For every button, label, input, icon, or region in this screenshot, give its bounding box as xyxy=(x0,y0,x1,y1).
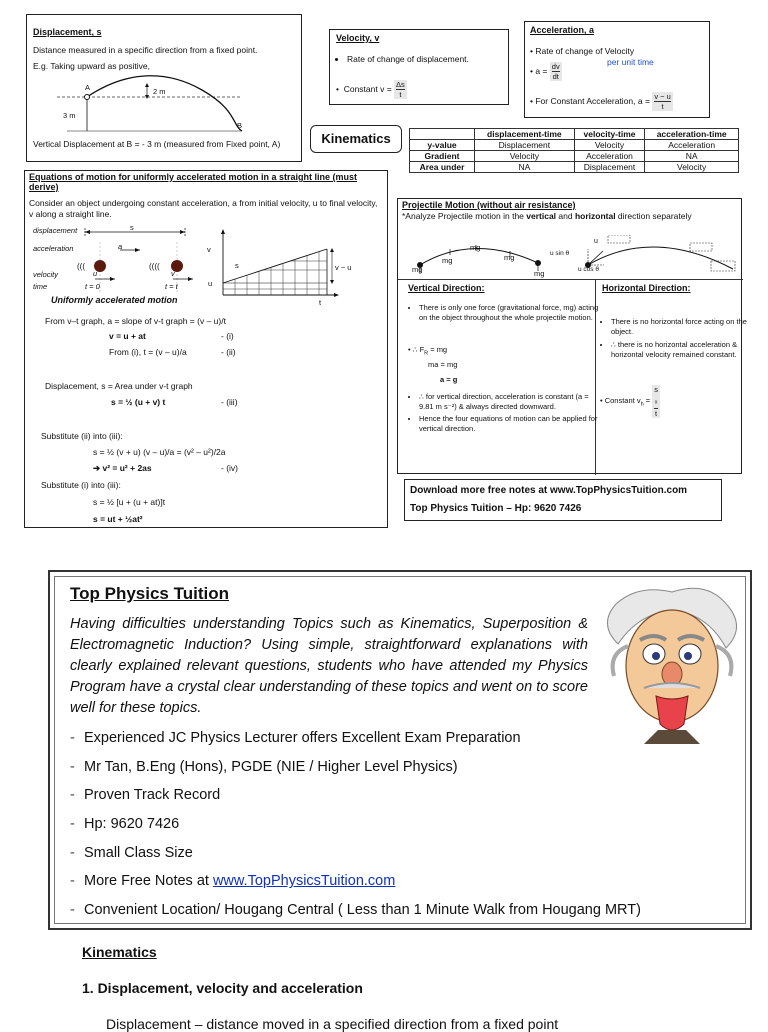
svg-text:((((: (((( xyxy=(149,262,160,271)
equation-1-number: - (i) xyxy=(221,331,234,341)
height-label: 2 m xyxy=(153,87,166,96)
acceleration-bullet-1: • Rate of change of Velocity xyxy=(530,46,635,56)
table-row: Area under NA Displacement Velocity xyxy=(410,162,739,173)
projectile-title: Projectile Motion (without air resistance) xyxy=(402,200,576,210)
ad-item-4: - Hp: 9620 7426 xyxy=(70,816,180,833)
mg-label-4: mg xyxy=(504,253,515,262)
displacement-definition: Distance measured in a specific direction from a fixed point. xyxy=(33,45,258,55)
label-tt: t = t xyxy=(165,282,178,291)
label-u: u xyxy=(93,269,98,278)
acceleration-title: Acceleration, a xyxy=(530,25,595,35)
mg-label-1: mg xyxy=(412,265,423,274)
kinematics-label: Kinematics xyxy=(310,125,402,153)
projectile-subtitle: *Analyze Projectile motion in the vertical and horizontal direction separately xyxy=(402,211,692,221)
ad-item-notes: - More Free Notes at www.TopPhysicsTuition.com xyxy=(70,873,396,890)
horizontal-list xyxy=(600,317,751,362)
table-row: y-value Displacement Velocity Acceleration xyxy=(410,140,739,151)
displacement-title: Displacement, s xyxy=(33,27,102,37)
graph-s-label: s xyxy=(235,261,239,270)
ad-features-list xyxy=(70,724,730,925)
ad-item-5: - Small Class Size xyxy=(70,844,193,861)
derivation-line-4: Substitute (ii) into (iii): xyxy=(41,431,123,441)
projectile-box xyxy=(397,198,747,474)
graph-u-label: u xyxy=(208,279,213,288)
velocity-constant-label: Constant v = xyxy=(343,83,392,94)
derivation-line-1: From v–t graph, a = slope of v-t graph = (v – u)/t xyxy=(45,316,226,326)
label-s: s xyxy=(130,223,134,232)
usin-label: u sin θ xyxy=(550,250,570,257)
vertical-bullet-2: • ∴ $F_R$ = mg xyxy=(408,345,448,357)
velocity-bullet-2: • Constant v = $\frac{\Delta s}{t}$ xyxy=(336,80,405,99)
equation-3-number: - (iii) xyxy=(221,397,238,407)
label-velocity: velocity xyxy=(33,270,59,279)
download-line-2: Top Physics Tuition – Hp: 9620 7426 xyxy=(410,503,582,514)
point-a-label: A xyxy=(85,83,91,92)
derivation-line-5: s = ½ (v + u) (v – u)/a = (v² – u²)/2a xyxy=(93,447,226,457)
label-acceleration: acceleration xyxy=(33,244,74,253)
velocity-fraction: $\frac{\Delta s}{t}$ xyxy=(396,80,405,99)
displacement-diagram xyxy=(27,75,303,137)
mg-label-5: mg xyxy=(534,269,545,278)
page-heading: Kinematics xyxy=(82,944,157,960)
section-heading: 1. Displacement, velocity and acceleration xyxy=(82,980,363,996)
vertical-a-equals-g: a = g xyxy=(440,375,458,384)
equation-1: v = u + at xyxy=(109,331,146,341)
vertical-bullet-3: • ∴ for vertical direction, acceleration is constant (a = 9.81 m s⁻²) & always directed downward. xyxy=(419,392,603,411)
per-unit-time-note: per unit time xyxy=(607,57,654,67)
horizontal-section xyxy=(596,279,743,475)
derivation-line-6: Substitute (i) into (iii): xyxy=(41,480,121,490)
acceleration-fraction-2: $\frac{v - u}{t}$ xyxy=(654,92,671,111)
displacement-note: Vertical Displacement at B = - 3 m (measured from Fixed point, A) xyxy=(33,139,281,149)
horizontal-fraction: s $_x$ t xyxy=(654,385,658,418)
download-box xyxy=(404,479,722,521)
vertical-list-2 xyxy=(408,392,603,436)
acceleration-bullet-2: • a = $\frac{dv}{dt}$ xyxy=(530,62,560,81)
acceleration-fraction-1: $\frac{dv}{dt}$ xyxy=(551,62,560,81)
derivation-line-2: From (i), t = (v – u)/a xyxy=(109,347,187,357)
horizontal-bullet-2: • ∴ there is no horizontal acceleration & horizontal velocity remained constant. xyxy=(611,340,751,359)
velocity-box xyxy=(329,29,509,105)
acceleration-bullet-3: • For Constant Acceleration, a = $\frac{v - u}{t}$ xyxy=(530,92,671,111)
vertical-bullet-4: • Hence the four equations of motion can be applied for vertical direction. xyxy=(419,414,603,433)
label-v: v xyxy=(171,269,175,278)
label-t0: t = 0 xyxy=(85,282,100,291)
ad-title: Top Physics Tuition xyxy=(70,584,229,603)
ucos-label: u cos θ xyxy=(578,266,599,273)
displacement-box xyxy=(26,14,302,162)
ad-item-3: - Proven Track Record xyxy=(70,787,221,804)
vertical-ma: ma = mg xyxy=(428,360,458,369)
horizontal-bullet-1: • There is no horizontal force acting on the object. xyxy=(611,317,751,336)
equation-3: s = ½ (u + v) t xyxy=(111,397,166,407)
velocity-list xyxy=(336,54,517,68)
vertical-title: Vertical Direction: xyxy=(408,283,485,293)
derivation-line-7: s = ½ [u + (u + at)]t xyxy=(93,497,166,507)
graph-t-axis: t xyxy=(319,298,322,307)
equation-4: ➔ v² = u² + 2as xyxy=(93,463,152,473)
equation-2-number: - (ii) xyxy=(221,347,236,357)
velocity-title: Velocity, v xyxy=(336,33,380,43)
vertical-bullet-1: • There is only one force (gravitational force, mg) acting on the object throughout the whole projectile motion. xyxy=(419,303,603,322)
graph-v-axis: v xyxy=(207,245,211,254)
motion-caption: Uniformly accelerated motion xyxy=(51,295,178,305)
equations-intro: Consider an object undergoing constant acceleration, a from initial velocity, u to final velocity, v along a straight line. xyxy=(29,198,378,219)
mg-label-2: mg xyxy=(442,256,453,265)
table-row: Gradient Velocity Acceleration NA xyxy=(410,151,739,162)
table-header-row: displacement-time velocity-time acceleration-time xyxy=(410,129,739,140)
horizontal-bullet-3: • Constant $v_h$ = s $_x$ t xyxy=(600,385,658,418)
ad-item-1: - Experienced JC Physics Lecturer offers Excellent Exam Preparation xyxy=(70,730,521,746)
graph-table xyxy=(409,128,739,173)
equations-title: Equations of motion for uniformly accelerated motion in a straight line (must derive) xyxy=(29,172,358,192)
website-link[interactable]: www.TopPhysicsTuition.com xyxy=(212,873,396,890)
acceleration-box xyxy=(524,21,710,118)
displacement-example: E.g. Taking upward as positive, xyxy=(33,61,151,71)
mg-label-3: mg xyxy=(470,243,481,252)
label-a: a xyxy=(118,242,123,251)
graph-vu-label: v − u xyxy=(335,263,352,272)
ad-item-2: - Mr Tan, B.Eng (Hons), PGDE (NIE / Higher Level Physics) xyxy=(70,758,458,775)
tuition-ad xyxy=(48,570,752,930)
equation-5: s = ut + ½at² xyxy=(93,514,143,524)
vertical-list xyxy=(408,303,603,325)
depth-label: 3 m xyxy=(63,111,76,120)
velocity-bullet-1: • Rate of change of displacement. xyxy=(347,54,517,65)
download-line-1: Download more free notes at www.TopPhysicsTuition.com xyxy=(410,485,688,496)
ad-paragraph: Having difficulties understanding Topics such as Kinematics, Superposition & Electromagnetic Induction? Using simple, straightforward explanations with clearly explained relevant questions, students who have attended my Physics Program have a crystal clear understanding of these topics and went on to score well for these topics. xyxy=(70,616,588,716)
svg-text:(((: ((( xyxy=(77,262,85,271)
ad-item-location: - Convenient Location/ Hougang Central ( Less than 1 Minute Walk from Hougang MRT) xyxy=(70,902,641,919)
horizontal-title: Horizontal Direction: xyxy=(602,283,691,293)
label-time: time xyxy=(33,282,48,291)
equations-box xyxy=(24,170,388,528)
u-label: u xyxy=(594,238,598,245)
point-b-label: B xyxy=(237,121,243,130)
label-displacement: displacement xyxy=(33,226,78,235)
cut-off-line: Displacement – distance moved in a specified direction from a fixed point xyxy=(106,1016,559,1032)
derivation-line-3: Displacement, s = Area under v-t graph xyxy=(45,381,193,391)
equation-4-number: - (iv) xyxy=(221,463,238,473)
